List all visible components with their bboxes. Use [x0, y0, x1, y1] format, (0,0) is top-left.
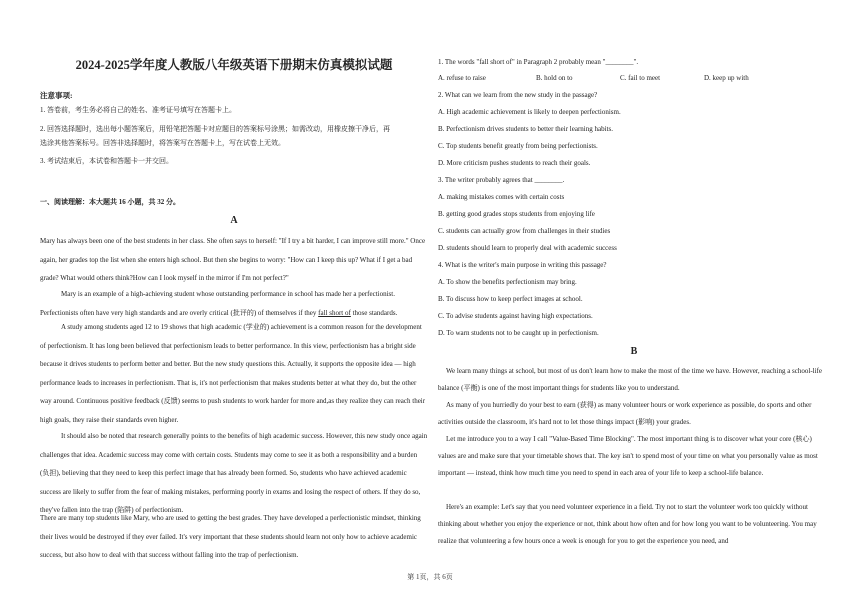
- q3-option-b: B. getting good grades stops students from enjoying life: [438, 210, 595, 218]
- passage-a-p5: There are many top students like Mary, who are used to getting the best grades. They have developed a perfectionistic mindset, thinking their lives would be destroyed if they ever failed. It's very important that these students should learn not only how to achieve academic success, but also how to deal with that success without falling into the trap of perfectionism.: [40, 514, 421, 559]
- section-heading: 一、阅读理解：本大题共 16 小题，共 32 分。: [40, 198, 180, 206]
- note-3: 3. 考试结束后，本试卷和答题卡一并交回。: [40, 157, 173, 165]
- q4-option-b: B. To discuss how to keep perfect images at school.: [438, 295, 583, 303]
- q1-option-a: A. refuse to raise: [438, 74, 486, 82]
- notes-heading: 注意事项:: [40, 91, 73, 100]
- passage-a-p2-text: Mary is an example of a high-achieving student whose outstanding performance in school has made her a perfectionist. Perfectionists often have very high standards and are overly critical (批评的) of themselves if they: [40, 290, 395, 317]
- passage-b-p1: We learn many things at school, but most of us don't learn how to make the most of the time we have. However, reaching a school-life balance (平衡) is one of the most important things for students like you to understand.: [438, 367, 822, 392]
- q1-option-b: B. hold on to: [536, 74, 573, 82]
- q3-option-c: C. students can actually grow from challenges in their studies: [438, 227, 611, 235]
- note-1: 1. 答卷前，考生务必将自己的姓名、准考证号填写在答题卡上。: [40, 106, 236, 114]
- q4-option-a: A. To show the benefits perfectionism may bring.: [438, 278, 577, 286]
- passage-a-p4: It should also be noted that research generally points to the benefits of high academic success. However, this new study once again challenges that idea. Academic success may come with certain costs. Students may come to see it as both a responsibility and a burden (负担), believing that they need to keep this perfect image that has already been formed. So, students who have achieved academic success are likely to suffer from the fear of making mistakes, performing poorly in exams and losing the respect of others. If they do so, they've fallen into the trap (陷阱) of perfectionism.: [40, 432, 428, 514]
- question-2: 2. What can we learn from the new study in the passage?: [438, 91, 598, 99]
- question-1-options: [438, 74, 830, 82]
- question-3: 3. The writer probably agrees that ________.: [438, 176, 565, 184]
- q4-option-d: D. To warn students not to be caught up in perfectionism.: [438, 329, 599, 337]
- q3-option-a: A. making mistakes comes with certain costs: [438, 193, 565, 201]
- passage-a-p3: A study among students aged 12 to 19 shows that high academic (学业的) achievement is a common reason for the development of perfectionism. It has long been believed that perfectionism leads to better performance. In this view, perfectionism has a bright side because it drives students to perform better and better. But the new study questions this. Actually, it supports the opposite idea — high performance leads to increases in perfectionism. That is, it's not perfectionism that makes students better at what they do, but the other way around. Continuous positive feedback (反馈) seems to push students to work harder for more and,as they realize they can reach their high goals, they raise their standards even higher.: [40, 323, 426, 424]
- passage-b-p3: Let me introduce you to a way I call "Value-Based Time Blocking". The most important thing is to discover what your core (核心) values are and make sure that your timetable shows that. The key isn't to spend most of your time on what you personally value as most important — instead, think how much time you need to spend in each area of your life to keep a school-life balance.: [438, 435, 818, 477]
- passage-a-p1: Mary has always been one of the best students in her class. She often says to herself: "If I try a bit harder, I can improve still more." Once again, her grades top the list when she enters high school. But then she begins to worry: "How can I keep this up? What if I get a bad grade? What would others think?How can I look myself in the mirror if I'm not perfect?": [40, 237, 426, 282]
- q2-option-a: A. High academic achievement is likely to deepen perfectionism.: [438, 108, 621, 116]
- page-footer: 第 1页，共 6页: [407, 573, 453, 581]
- passage-b-p4: Here's an example: Let's say that you need volunteer experience in a field. Try not to start the volunteer work too quickly without thinking about whether you enjoy the experience or not, think about how often and for how long you want to be volunteering. You may realize that volunteering a few hours once a week is enough for you to get the experience you need, and: [438, 503, 817, 545]
- q2-option-c: C. Top students benefit greatly from being perfectionists.: [438, 142, 598, 150]
- note-2: 2. 回答选择题时，选出每小题答案后，用铅笔把答题卡对应题目的答案标号涂黑；如需改动，用橡皮擦干净后，再: [40, 125, 390, 133]
- note-2-cont: 选涂其他答案标号。回答非选择题时，将答案写在答题卡上，写在试卷上无效。: [40, 139, 285, 147]
- passage-b-p2: As many of you hurriedly do your best to earn (获得) as many volunteer hours or work experience as possible, do sports and other activities outside the classroom, it's hard not to let those things impact (影响) your grades.: [438, 401, 812, 426]
- question-4: 4. What is the writer's main purpose in writing this passage?: [438, 261, 607, 269]
- underlined-phrase: fall short of: [318, 308, 351, 317]
- q1-option-c: C. fail to meet: [620, 74, 661, 82]
- q2-option-b: B. Perfectionism drives students to better their learning habits.: [438, 125, 613, 133]
- page-title: 2024-2025学年度人教版八年级英语下册期末仿真模拟试题: [75, 58, 393, 72]
- q3-option-d: D. students should learn to properly deal with academic success: [438, 244, 617, 252]
- q2-option-d: D. More criticism pushes students to reach their goals.: [438, 159, 591, 167]
- q4-option-c: C. To advise students against having high expectations.: [438, 312, 593, 320]
- passage-a-label: A: [230, 215, 238, 226]
- passage-a-p2-end: those standards.: [350, 308, 398, 317]
- q1-option-d: D. keep up with: [704, 74, 749, 82]
- passage-a-p2: [40, 285, 428, 322]
- question-1: 1. The words "fall short of" in Paragraph 2 probably mean "________".: [438, 58, 639, 66]
- passage-b-label: B: [630, 346, 638, 357]
